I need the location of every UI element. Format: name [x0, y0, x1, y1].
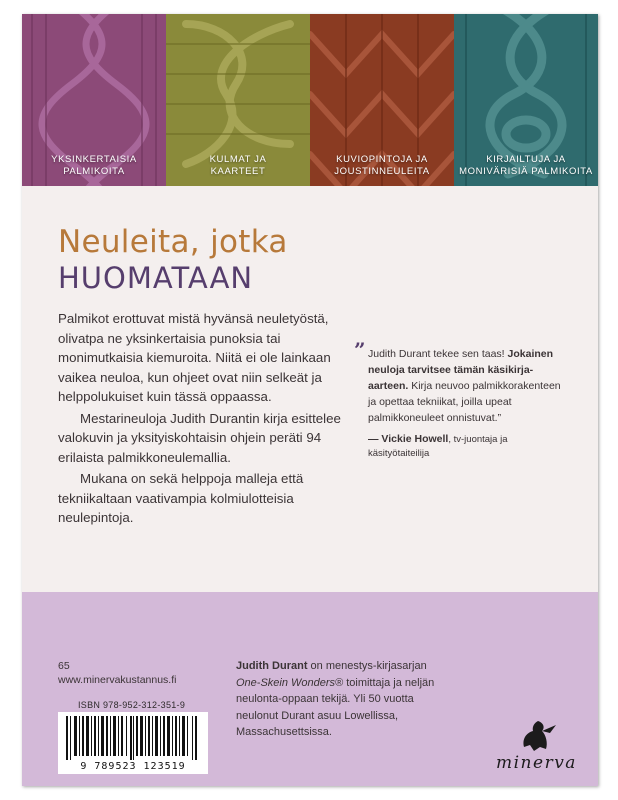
swatch-label — [166, 154, 310, 178]
bio-text: on menestys-kirjasarjan — [307, 660, 427, 672]
quote-author-role: , tv-juontaja ja käsityötaiteilija — [368, 434, 508, 459]
barcode — [58, 712, 208, 774]
blurb-paragraph: Mestarineuloja Judith Durantin kirja esittelee valokuvin ja yksityiskohtaisin ohjein peräti 94 erilaista palmikkoneulemallia. — [58, 410, 341, 465]
swatch-label-line: KAARTEET — [210, 166, 266, 177]
swatch-label-line: PALMIKOITA — [63, 166, 125, 177]
swatch-label — [310, 154, 454, 178]
swatch-label — [454, 154, 598, 178]
quote-author: — Vickie Howell — [368, 433, 449, 445]
owl-icon — [496, 717, 576, 757]
testimonial-quote — [354, 338, 568, 461]
swatch-label-line: MONIVÄRISIÄ PALMIKOITA — [459, 166, 593, 177]
swatch-label-line: JOUSTINNEULEITA — [334, 166, 430, 177]
price-code: 65 — [58, 660, 70, 672]
blurb — [58, 309, 348, 528]
blurb-paragraph: Palmikot erottuvat mistä hyvänsä neuletyöstä, olivatpa ne yksinkertaisia punoksia tai monimutkaisia kiemuroita. Niitä ei ole lainkaan vaikea neuloa, kun ohjeet ovat niin selkeät ja helppolukuiset kuin tässä oppaassa. — [58, 311, 331, 404]
swatch-angles-curves — [166, 14, 310, 186]
headline — [58, 224, 288, 296]
publisher-name: minerva — [496, 753, 577, 773]
publisher-logo — [496, 717, 576, 777]
swatch-colorwork-cables — [454, 14, 598, 186]
blurb-paragraph: Mukana on sekä helppoja malleja että tekniikaltaan vaativampia kolmiulotteisia neulepintoja. — [58, 471, 304, 525]
quote-emphasis: Jokainen neuloja tarvitsee tämän käsikirja-aarteen. — [368, 348, 554, 392]
swatch-row — [22, 14, 598, 186]
swatch-simple-cables — [22, 14, 166, 186]
bio-name: Judith Durant — [236, 660, 308, 672]
book-back-cover — [22, 14, 598, 786]
bio-series: One-Skein Wonders® — [236, 676, 344, 689]
quote-rest: Kirja neuvoo palmikkorakenteen ja opettaa tekniikat, joilla upeat palmikkoneuleet onnistuvat.” — [368, 380, 561, 424]
headline-line-1: Neuleita, jotka — [58, 224, 288, 260]
author-bio — [236, 658, 436, 741]
publisher-website: www.minervakustannus.fi — [58, 674, 177, 686]
swatch-textures-ribs — [310, 14, 454, 186]
quote-lead: Judith Durant tekee sen taas! — [368, 348, 505, 360]
headline-line-2: HUOMATAAN — [58, 261, 254, 295]
isbn-label: ISBN 978-952-312-351-9 — [78, 700, 186, 710]
swatch-label-line: YKSINKERTAISIA — [51, 154, 137, 165]
swatch-label — [22, 154, 166, 178]
footer-band — [22, 592, 598, 786]
swatch-label-line: KULMAT JA — [209, 154, 267, 165]
quote-mark-icon: ” — [354, 338, 366, 362]
swatch-label-line: KUVIOPINTOJA JA — [336, 154, 428, 165]
swatch-label-line: KIRJAILTUJA JA — [486, 154, 566, 165]
bio-text: toimittaja ja neljän neulonta-oppaan tekijä. Yli 50 vuotta neulonut Durant asuu Lowellissa, Massachusettsissa. — [236, 676, 435, 738]
barcode-bars — [66, 716, 200, 760]
quote-attribution — [368, 432, 568, 461]
barcode-number: 9 789523 123519 — [80, 761, 186, 772]
